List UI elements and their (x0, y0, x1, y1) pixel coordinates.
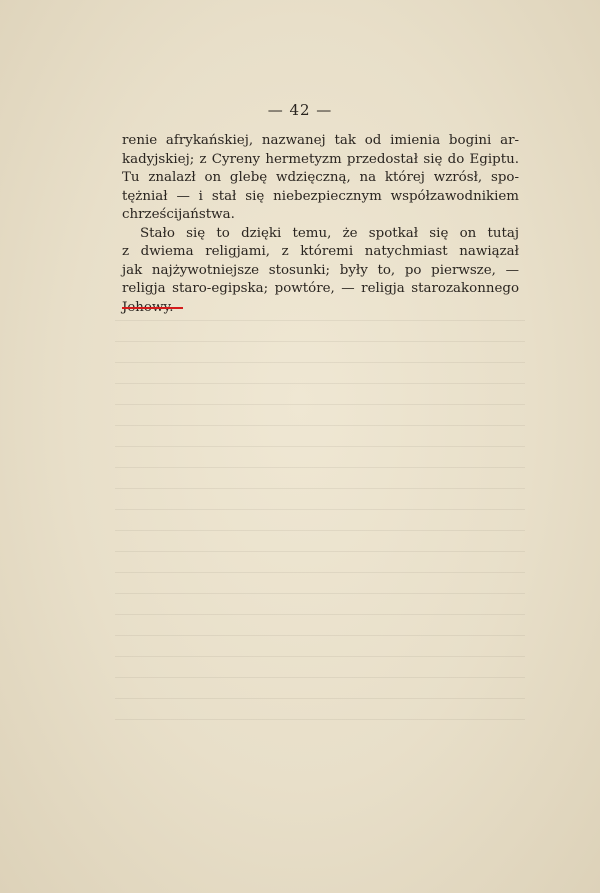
text-line: tężniał — i stał się niebezpiecznym współzawodnikiem (122, 188, 519, 204)
red-underline-annotation (122, 307, 183, 309)
paragraph-1 (122, 132, 519, 225)
text-line: z dwiema religjami, z któremi natychmiast nawiązał (122, 244, 519, 259)
text-line: Stało się to dzięki temu, że spotkał się on tutaj (140, 225, 519, 241)
paragraph-2 (122, 225, 519, 318)
text-line: Tu znalazł on glebę wdzięczną, na której wzrósł, spo- (122, 170, 519, 185)
show-through-text (115, 320, 525, 740)
text-line: chrześcijaństwa. (122, 207, 235, 222)
text-line: kadyjskiej; z Cyreny hermetyzm przedostał się do Egiptu. (122, 151, 519, 167)
text-line: religja staro-egipska; powtóre, — religja starozakonnego (122, 281, 519, 296)
page-number: — 42 — (267, 101, 333, 119)
body-text (122, 132, 519, 317)
text-line: renie afrykańskiej, nazwanej tak od imienia bogini ar- (122, 133, 519, 148)
text-line: jak najżywotniejsze stosunki; były to, po pierwsze, — (122, 262, 519, 278)
